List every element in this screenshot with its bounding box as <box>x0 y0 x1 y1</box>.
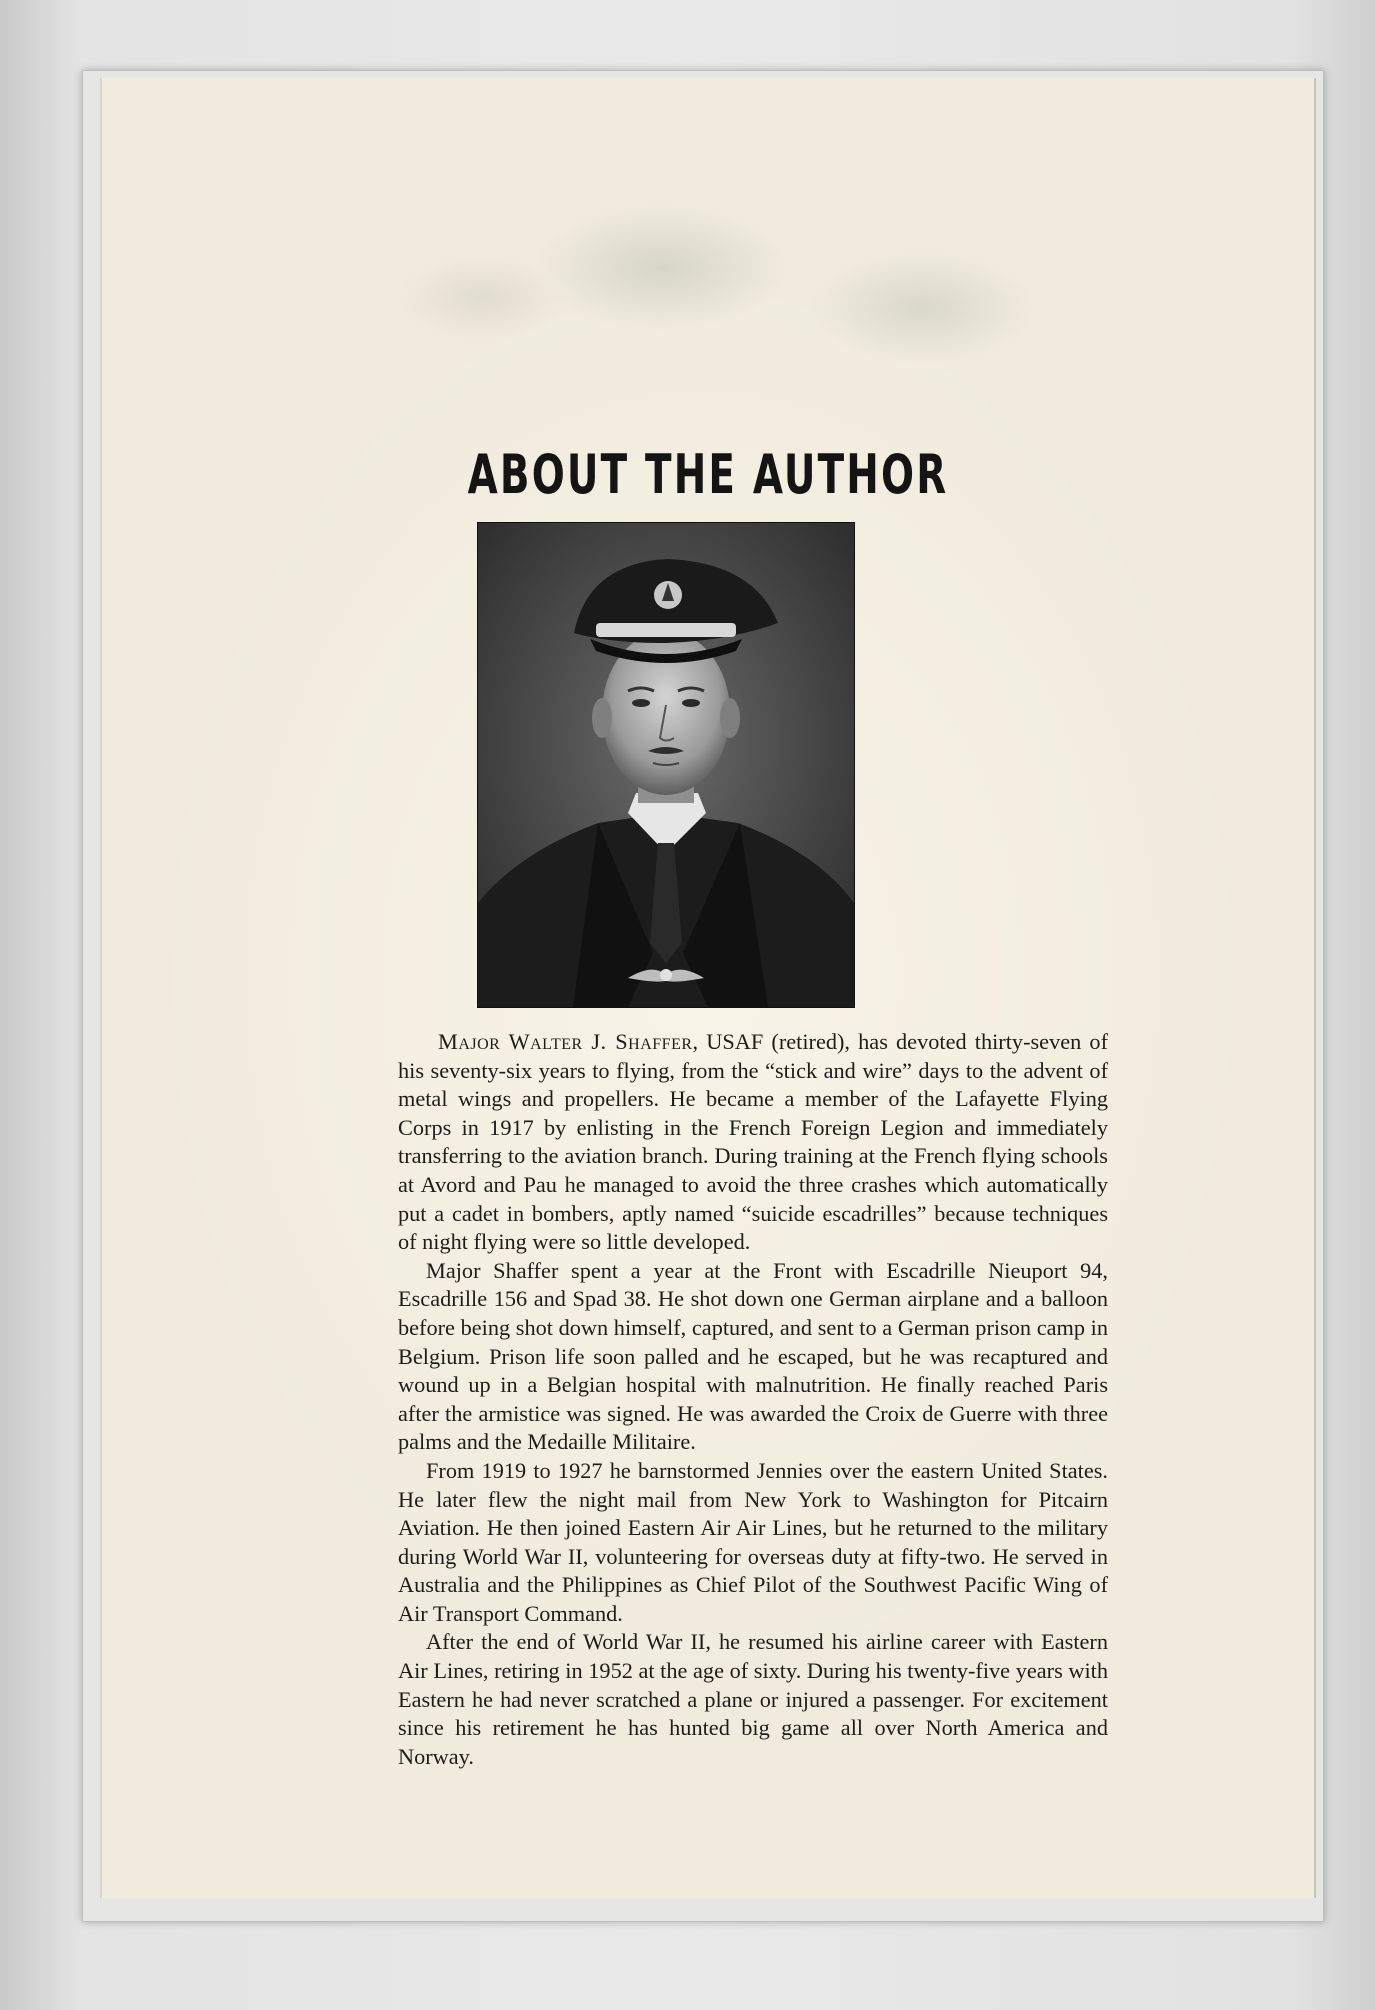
page-title: ABOUT THE AUTHOR <box>467 443 949 506</box>
author-name: Major Walter J. Shaffer <box>438 1029 693 1054</box>
bio-paragraph: After the end of World War II, he resumed his airline career with Eastern Air Lines, retiring in 1952 at the age of sixty. During his twenty-five years with Eastern he had never scratched a plane or injured a passenger. For excitement since his retirement he has hunted big game all over North America and Norway. <box>398 1629 1108 1769</box>
author-portrait <box>478 523 854 1007</box>
bio-paragraph <box>398 1028 1108 1257</box>
author-biography <box>398 1028 1108 1771</box>
bio-paragraph-text: , USAF (retired), has devoted thirty-seven of his seventy-six years to flying, from the “stick and wire” days to the advent of metal wings and propellers. He became a member of the Lafayette Flying Corps in 1917 by enlisting in the French Foreign Legion and immediately transferring to the aviation branch. During training at the French flying schools at Avord and Pau he managed to avoid the three crashes which automatically put a cadet in bombers, aptly named “suicide escadrilles” because techniques of night flying were so little developed. <box>398 1029 1108 1255</box>
author-portrait-icon <box>478 523 854 1007</box>
bio-paragraph: Major Shaffer spent a year at the Front with Escadrille Nieuport 94, Escadrille 156 and Spad 38. He shot down one German airplane and a balloon before being shot down himself, captured, and sent to a German prison camp in Belgium. Prison life soon palled and he escaped, but he was recaptured and wound up in a Belgian hospital with malnutrition. He finally reached Paris after the armistice was signed. He was awarded the Croix de Guerre with three palms and the Medaille Militaire. <box>398 1257 1108 1455</box>
book-back-cover <box>100 78 1316 1898</box>
bio-paragraph: From 1919 to 1927 he barnstormed Jennies over the eastern United States. He later flew the night mail from New York to Washington for Pitcairn Aviation. He then joined Eastern Air Air Lines, but he returned to the military during World War II, volunteering for overseas duty at fifty-two. He served in Australia and the Philippines as Chief Pilot of the Southwest Pacific Wing of Air Transport Command. <box>398 1457 1108 1626</box>
